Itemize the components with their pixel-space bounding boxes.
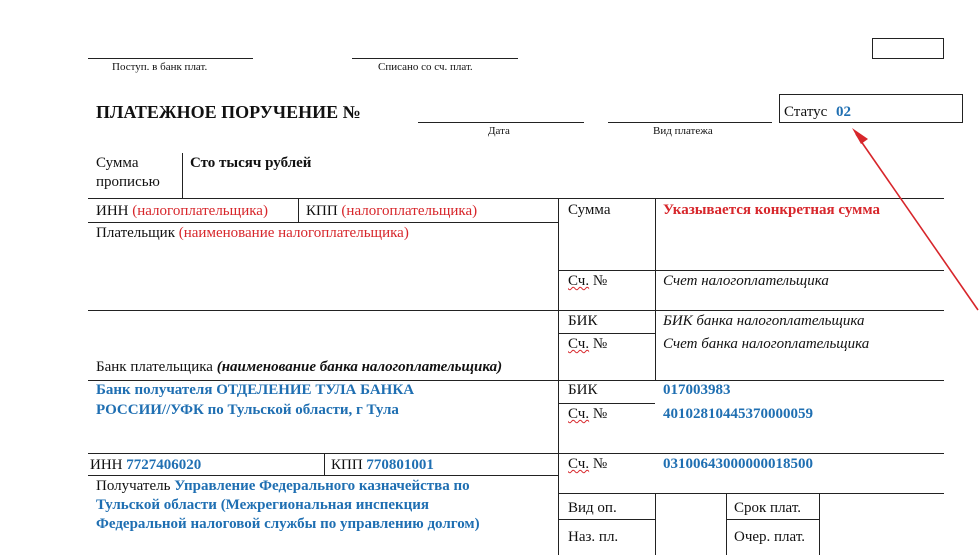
recipient-bank-line-2: РОССИИ//УФК по Тульской области, г Тула [96, 402, 399, 418]
recipient-bank-account-label: Сч. № [568, 406, 608, 422]
op-type-label: Вид оп. [568, 500, 617, 516]
recipient-bank-account-value: 40102810445370000059 [663, 406, 813, 422]
recipient-inn-bottom [88, 475, 558, 476]
amount-words-value: Сто тысяч рублей [190, 155, 312, 171]
arrow-line [856, 134, 978, 310]
debited-line [352, 58, 518, 59]
payer-inn-hint: (налогоплательщика) [132, 203, 268, 219]
amount-label: Сумма [568, 202, 611, 218]
recipient-account-value: 03100643000000018500 [663, 456, 813, 472]
payment-type-line[interactable] [608, 122, 772, 123]
recipient-bik-bottom [558, 403, 655, 404]
debited-label: Списано со сч. плат. [378, 61, 473, 73]
recipient-account-bottom [558, 493, 944, 494]
payer-bank-account-label: Сч. № [568, 336, 608, 352]
payer-name-hint: (наименование налогоплательщика) [178, 225, 409, 241]
date-line[interactable] [418, 122, 584, 123]
recipient-name-line-2: Тульской области (Межрегиональная инспекция [96, 497, 430, 513]
status-box[interactable] [779, 94, 963, 123]
purpose-label: Наз. пл. [568, 529, 619, 545]
payer-account-label: Сч. № [568, 273, 608, 289]
payment-type-label: Вид платежа [653, 125, 713, 137]
amount-words-divider [182, 153, 183, 198]
status-value: 02 [836, 104, 851, 120]
recipient-name-line-3: Федеральной налоговой службы по управлению долгом) [96, 516, 480, 532]
status-label: Статус [784, 104, 828, 120]
recipient-bank-bik-label: БИК [568, 382, 598, 398]
recipient-kpp: КПП 770801001 [331, 457, 434, 473]
recipient-inn: ИНН 7727406020 [90, 457, 202, 473]
payer-bank-account-value: Счет банка налогоплательщика [663, 336, 870, 352]
recipient-bank-bik-value: 017003983 [663, 382, 731, 398]
inn-kpp-divider [298, 198, 299, 222]
amount-value: Указывается конкретная сумма [663, 202, 880, 218]
arrow-head [852, 128, 868, 144]
term-right-divider [819, 493, 820, 555]
payer-kpp-hint: (налогоплательщика) [341, 203, 478, 219]
payer-name: Плательщик (наименование налогоплательщика) [96, 225, 409, 241]
payer-bank-bik-label: БИК [568, 313, 598, 329]
received-line [88, 58, 253, 59]
date-label: Дата [488, 125, 510, 137]
payer-bank-hint: (наименование банка налогоплательщика) [216, 359, 503, 375]
payer-bank-bik-value: БИК банка налогоплательщика [663, 313, 865, 329]
arrow-annotation [840, 120, 980, 320]
received-label: Поступ. в банк плат. [112, 61, 208, 73]
term-bottom [726, 519, 819, 520]
value-divider-bottom [655, 493, 656, 555]
payer-kpp: КПП (налогоплательщика) [306, 203, 478, 219]
recipient-bank-bottom [88, 453, 944, 454]
amount-words-label-1: Сумма [96, 155, 139, 171]
amount-words-label-2: прописью [96, 174, 160, 190]
term-label: Срок плат. [734, 500, 802, 516]
recipient-kpp-value: 770801001 [366, 457, 434, 473]
recipient-inn-kpp-divider [324, 453, 325, 475]
payer-bank: Банк плательщика (наименование банка налогоплательщика) [96, 359, 503, 375]
page-title: ПЛАТЕЖНОЕ ПОРУЧЕНИЕ № [96, 102, 361, 122]
priority-label: Очер. плат. [734, 529, 805, 545]
recipient-inn-value: 7727406020 [126, 457, 202, 473]
recipient-name-line-1: Получатель Управление Федерального казначейства по [96, 478, 470, 494]
payer-bank-bottom [88, 380, 944, 381]
recipient-account-label: Сч. № [568, 456, 608, 472]
recipient-name-value: Управление Федерального казначейства по [174, 478, 470, 494]
value-divider-top [655, 198, 656, 380]
middle-divider [558, 198, 559, 555]
recipient-bank-line-1: Банк получателя ОТДЕЛЕНИЕ ТУЛА БАНКА [96, 382, 415, 398]
op-type-bottom [558, 519, 655, 520]
term-divider [726, 493, 727, 555]
amount-words-bottom [88, 198, 944, 199]
payer-inn-bottom [88, 222, 558, 223]
payer-account-value: Счет налогоплательщика [663, 273, 829, 289]
form-code-box[interactable] [872, 38, 944, 59]
payer-inn: ИНН (налогоплательщика) [96, 203, 268, 219]
payer-bik-bottom [558, 333, 655, 334]
payer-bottom [88, 310, 944, 311]
